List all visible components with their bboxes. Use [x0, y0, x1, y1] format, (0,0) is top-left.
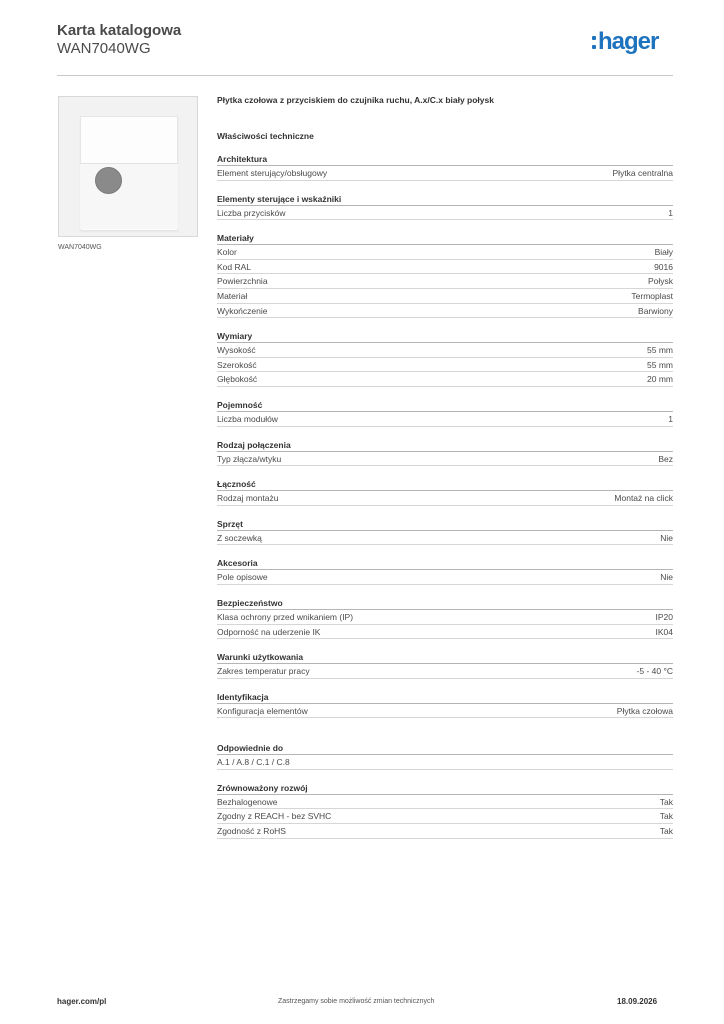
logo-text: hager	[598, 28, 659, 55]
spec-value: 1	[668, 207, 673, 218]
spec-row	[217, 570, 673, 585]
spec-value: 1	[668, 413, 673, 424]
spec-section	[217, 597, 673, 639]
section-title: Architektura	[217, 153, 673, 166]
spec-section	[217, 557, 673, 585]
spec-section	[217, 691, 673, 719]
spec-value: Tak	[659, 826, 673, 837]
section-title: Wymiary	[217, 330, 673, 343]
spec-label: Z soczewką	[217, 532, 262, 543]
spec-label: Wykończenie	[217, 305, 268, 316]
logo-colon-icon	[592, 36, 596, 50]
section-title: Pojemność	[217, 399, 673, 412]
spec-row	[217, 610, 673, 625]
spec-value: Połysk	[647, 276, 673, 287]
section-title: Rodzaj połączenia	[217, 439, 673, 452]
spec-label: Powierzchnia	[217, 276, 268, 287]
spec-value: 9016	[654, 261, 673, 272]
spec-label: Zgodny z REACH - bez SVHC	[217, 811, 332, 822]
spec-value: Płytka centralna	[612, 168, 673, 178]
spec-label: Klasa ochrony przed wnikaniem (IP)	[217, 611, 354, 622]
hager-logo	[592, 28, 676, 56]
spec-section	[217, 518, 673, 546]
section-title: Akcesoria	[217, 557, 673, 570]
product-image-caption: WAN7040WG	[58, 244, 102, 251]
header-divider	[57, 75, 673, 76]
spec-value: IK04	[655, 626, 673, 637]
spec-value: Biały	[654, 247, 673, 258]
section-title: Materiały	[217, 232, 673, 245]
spec-sections	[217, 153, 673, 839]
spec-row	[217, 795, 673, 810]
spec-section	[217, 193, 673, 221]
spec-label: Rodzaj montażu	[217, 493, 279, 504]
spec-label: Bezhalogenowe	[217, 796, 278, 807]
section-title: Sprzęt	[217, 518, 673, 531]
spec-row	[217, 412, 673, 427]
spec-label: Materiał	[217, 290, 248, 301]
spec-value: Barwiony	[638, 305, 673, 316]
spec-label: Kod RAL	[217, 261, 252, 272]
spec-label: A.1 / A.8 / C.1 / C.8	[217, 757, 290, 768]
spec-label: Odporność na uderzenie IK	[217, 626, 321, 637]
spec-label: Zgodność z RoHS	[217, 826, 286, 837]
product-name: Płytka czołowa z przyciskiem do czujnika ruchu, A.x/C.x biały połysk	[217, 95, 494, 105]
spec-row	[217, 206, 673, 221]
spec-table	[217, 93, 673, 839]
spec-row	[217, 809, 673, 824]
spec-value: Nie	[660, 572, 673, 583]
section-title: Identyfikacja	[217, 691, 673, 704]
spec-row	[217, 372, 673, 387]
document-title: Karta katalogowa	[57, 22, 182, 39]
spec-label: Głębokość	[217, 374, 258, 385]
spec-section	[217, 478, 673, 506]
spec-label: Pole opisowe	[217, 572, 268, 583]
spec-label: Liczba modułów	[217, 413, 278, 424]
spec-row	[217, 491, 673, 506]
product-module	[80, 163, 178, 229]
spec-row	[217, 824, 673, 839]
product-plate	[80, 116, 178, 231]
spec-row	[217, 343, 673, 358]
product-code: WAN7040WG	[57, 40, 151, 57]
spec-row	[217, 531, 673, 546]
spec-label: Konfiguracja elementów	[217, 705, 308, 716]
spec-label: Kolor	[217, 247, 237, 258]
spec-value: 55 mm	[647, 345, 673, 356]
spec-value: Tak	[659, 811, 673, 822]
spec-section	[217, 782, 673, 839]
spec-row	[217, 755, 673, 770]
spec-row	[217, 245, 673, 260]
motion-sensor-lens-icon	[95, 167, 122, 194]
spec-value: Tak	[659, 796, 673, 807]
section-title: Zrównoważony rozwój	[217, 782, 673, 795]
footer-disclaimer: Zastrzegamy sobie możliwość zmian technicznych	[278, 998, 435, 1005]
spec-value: -5 - 40 °C	[636, 666, 673, 677]
spec-label: Element sterujący/obsługowy	[217, 168, 328, 178]
spec-row	[217, 289, 673, 304]
spec-section	[217, 439, 673, 467]
spec-section	[217, 399, 673, 427]
section-title: Elementy sterujące i wskaźniki	[217, 193, 673, 206]
spec-value: Termoplast	[631, 290, 673, 301]
spec-row	[217, 358, 673, 373]
spec-label: Zakres temperatur pracy	[217, 666, 310, 677]
spec-row	[217, 260, 673, 275]
spec-label: Liczba przycisków	[217, 207, 286, 218]
spec-section	[217, 330, 673, 387]
section-title: Odpowiednie do	[217, 742, 673, 755]
spec-row	[217, 274, 673, 289]
spec-section	[217, 742, 673, 770]
spec-row	[217, 704, 673, 719]
spec-value: 55 mm	[647, 359, 673, 370]
spec-row	[217, 304, 673, 319]
spec-row	[217, 664, 673, 679]
footer-date: 18.09.2026	[617, 997, 658, 1006]
section-title: Warunki użytkowania	[217, 651, 673, 664]
spec-row	[217, 166, 673, 181]
spec-label: Wysokość	[217, 345, 256, 356]
product-image	[58, 96, 198, 237]
spec-row	[217, 452, 673, 467]
spec-value: Płytka czołowa	[616, 705, 673, 716]
spec-value: 20 mm	[647, 374, 673, 385]
spec-value: Bez	[658, 453, 673, 464]
spec-label: Typ złącza/wtyku	[217, 453, 282, 464]
spec-value: IP20	[655, 611, 673, 622]
footer-website: hager.com/pl	[57, 997, 107, 1006]
spec-section	[217, 651, 673, 679]
spec-value: Montaż na click	[614, 493, 673, 504]
tech-properties-heading: Właściwości techniczne	[217, 131, 314, 141]
spec-value: Nie	[660, 532, 673, 543]
spec-row	[217, 625, 673, 640]
section-title: Łączność	[217, 478, 673, 491]
section-title: Bezpieczeństwo	[217, 597, 673, 610]
spec-label: Szerokość	[217, 359, 257, 370]
spec-section	[217, 232, 673, 318]
spec-section	[217, 153, 673, 181]
